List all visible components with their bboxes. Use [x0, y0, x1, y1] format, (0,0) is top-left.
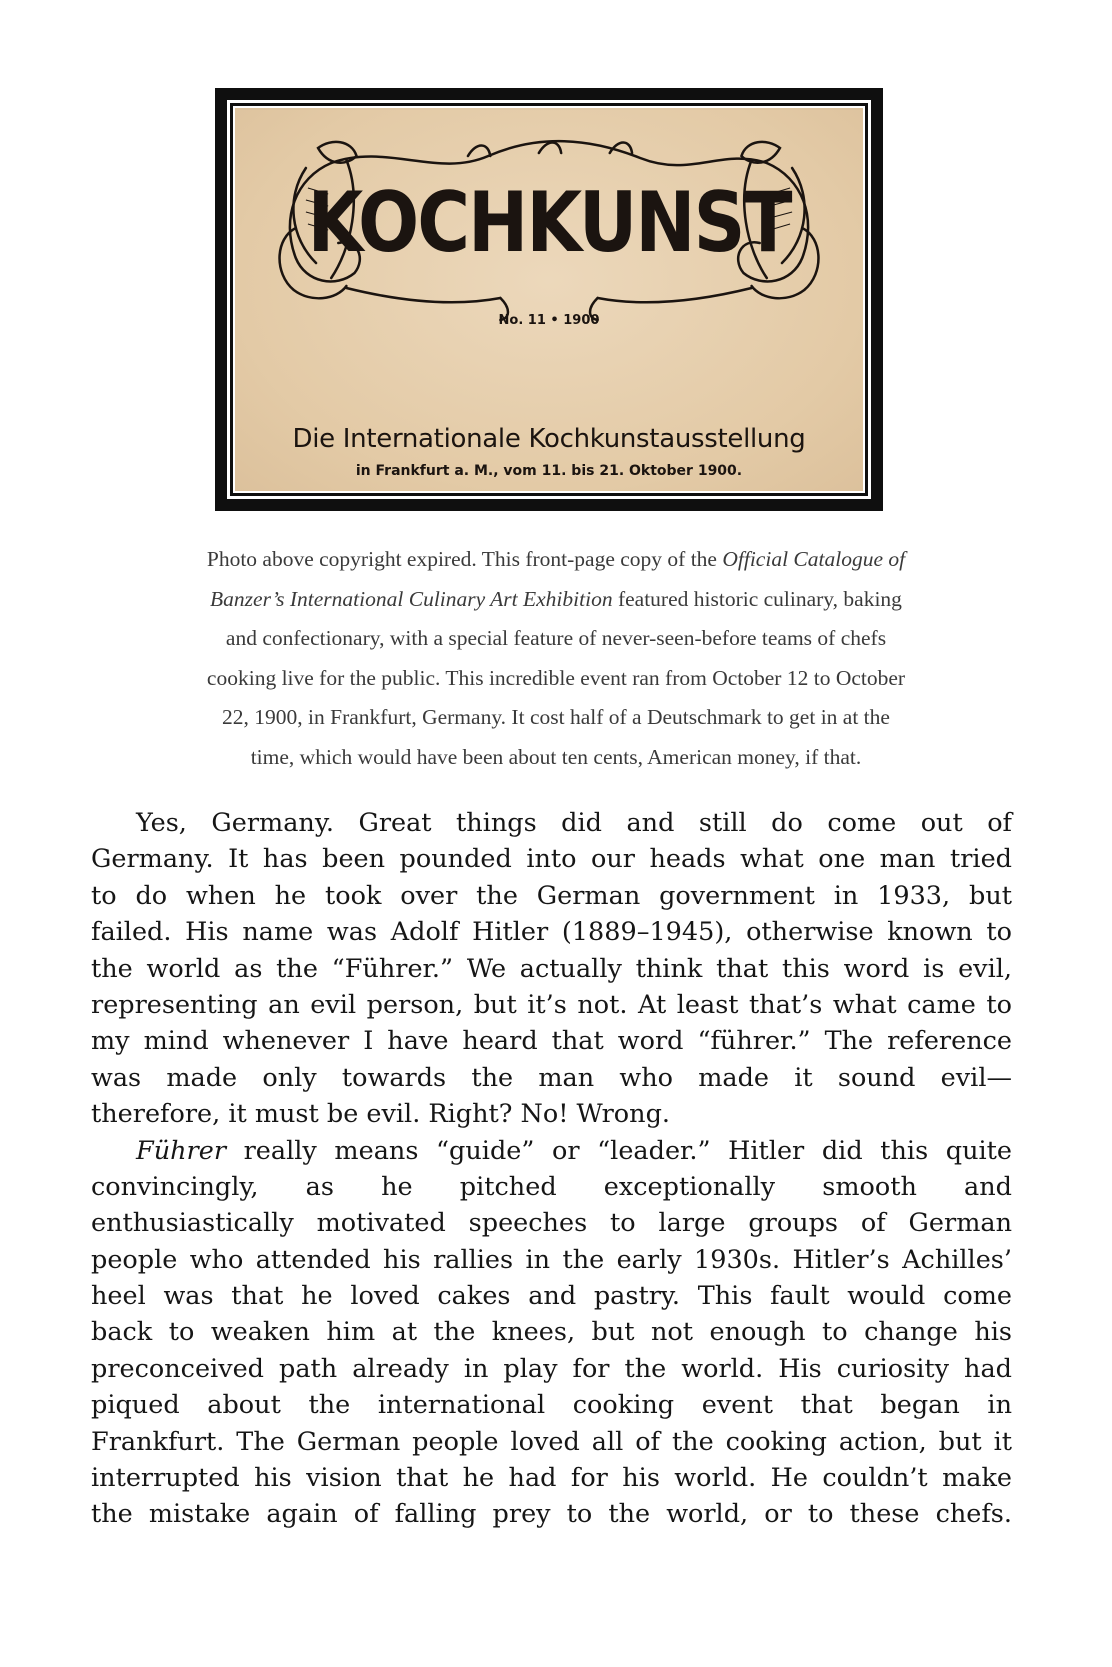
paragraph-1-line: therefore, it must be evil. Right? No! Wrong.	[91, 1099, 671, 1130]
kochkunst-logo-text: KOCHKUNST	[307, 173, 791, 271]
caption-text: featured historic culinary, baking	[612, 586, 902, 611]
caption-italic-title: Official Catalogue of	[722, 547, 906, 571]
fuhrer-italic-word: Führer	[136, 1135, 227, 1166]
caption-line: 22, 1900, in Frankfurt, Germany. It cost half of a Deutschmark to get in at the	[222, 705, 890, 729]
caption-text: Photo above copyright expired. This front-page copy of the	[206, 547, 723, 571]
paragraph-1-line: was made only towards the man who made it sound evil—	[91, 1062, 1012, 1093]
paragraph-2-line: heel was that he loved cakes and pastry. This fault would come	[91, 1281, 1012, 1312]
paragraph-2-line: piqued about the international cooking event that began in	[91, 1390, 1012, 1421]
catalogue-cover-image	[215, 88, 883, 511]
paragraph-2-line	[91, 1133, 1012, 1169]
paragraph-2-line: back to weaken him at the knees, but not enough to change his	[91, 1317, 1012, 1348]
paragraph-1-line: Germany. It has been pounded into our heads what one man tried	[91, 844, 1012, 875]
paragraph-1-line: failed. His name was Adolf Hitler (1889–1945), otherwise known to	[91, 917, 1012, 948]
caption-line: cooking live for the public. This incredible event ran from October 12 to October	[206, 665, 906, 690]
caption-line	[100, 580, 1012, 620]
paragraph-1-line: representing an evil person, but it’s not. At least that’s what came to	[91, 989, 1012, 1020]
paragraph-2-line: people who attended his rallies in the early 1930s. Hitler’s Achilles’	[91, 1244, 1012, 1275]
paragraph-2-line: convincingly, as he pitched exceptionally smooth and	[91, 1171, 1012, 1202]
catalogue-cover-paper	[233, 106, 865, 493]
caption-line: time, which would have been about ten cents, American money, if that.	[250, 744, 862, 769]
paragraph-1-line: to do when he took over the German government in 1933, but	[91, 880, 1012, 911]
paragraph-2-line: Frankfurt. The German people loved all of the cooking action, but it	[91, 1426, 1012, 1457]
body-text	[91, 805, 1012, 1533]
paragraph-2-text: really means “guide” or “leader.” Hitler did this quite	[226, 1135, 1012, 1166]
caption-line	[100, 540, 1012, 580]
caption-line: and confectionary, with a special feature of never-seen-before teams of chefs	[225, 626, 887, 650]
image-caption	[100, 540, 1012, 777]
exhibition-subtitle: in Frankfurt a. M., vom 11. bis 21. Oktober 1900.	[355, 463, 743, 479]
exhibition-title: Die Internationale Kochkunstausstellung	[292, 424, 806, 454]
issue-number: No. 11 • 1900	[498, 313, 600, 328]
paragraph-1-line: the world as the “Führer.” We actually think that this word is evil,	[91, 953, 1012, 984]
paragraph-2-line: the mistake again of falling prey to the world, or to these chefs.	[91, 1499, 1012, 1530]
paragraph-1-line: my mind whenever I have heard that word “führer.” The reference	[91, 1026, 1012, 1057]
paragraph-2-line: preconceived path already in play for the world. His curiosity had	[91, 1353, 1012, 1384]
image-frame	[227, 100, 871, 499]
paragraph-1-line: Yes, Germany. Great things did and still do come out of	[136, 808, 1012, 838]
paragraph-2-line: enthusiastically motivated speeches to large groups of German	[91, 1208, 1012, 1239]
caption-italic-title: Banzer’s International Culinary Art Exhibition	[210, 586, 613, 611]
paragraph-2-line: interrupted his vision that he had for his world. He couldn’t make	[91, 1463, 1012, 1494]
